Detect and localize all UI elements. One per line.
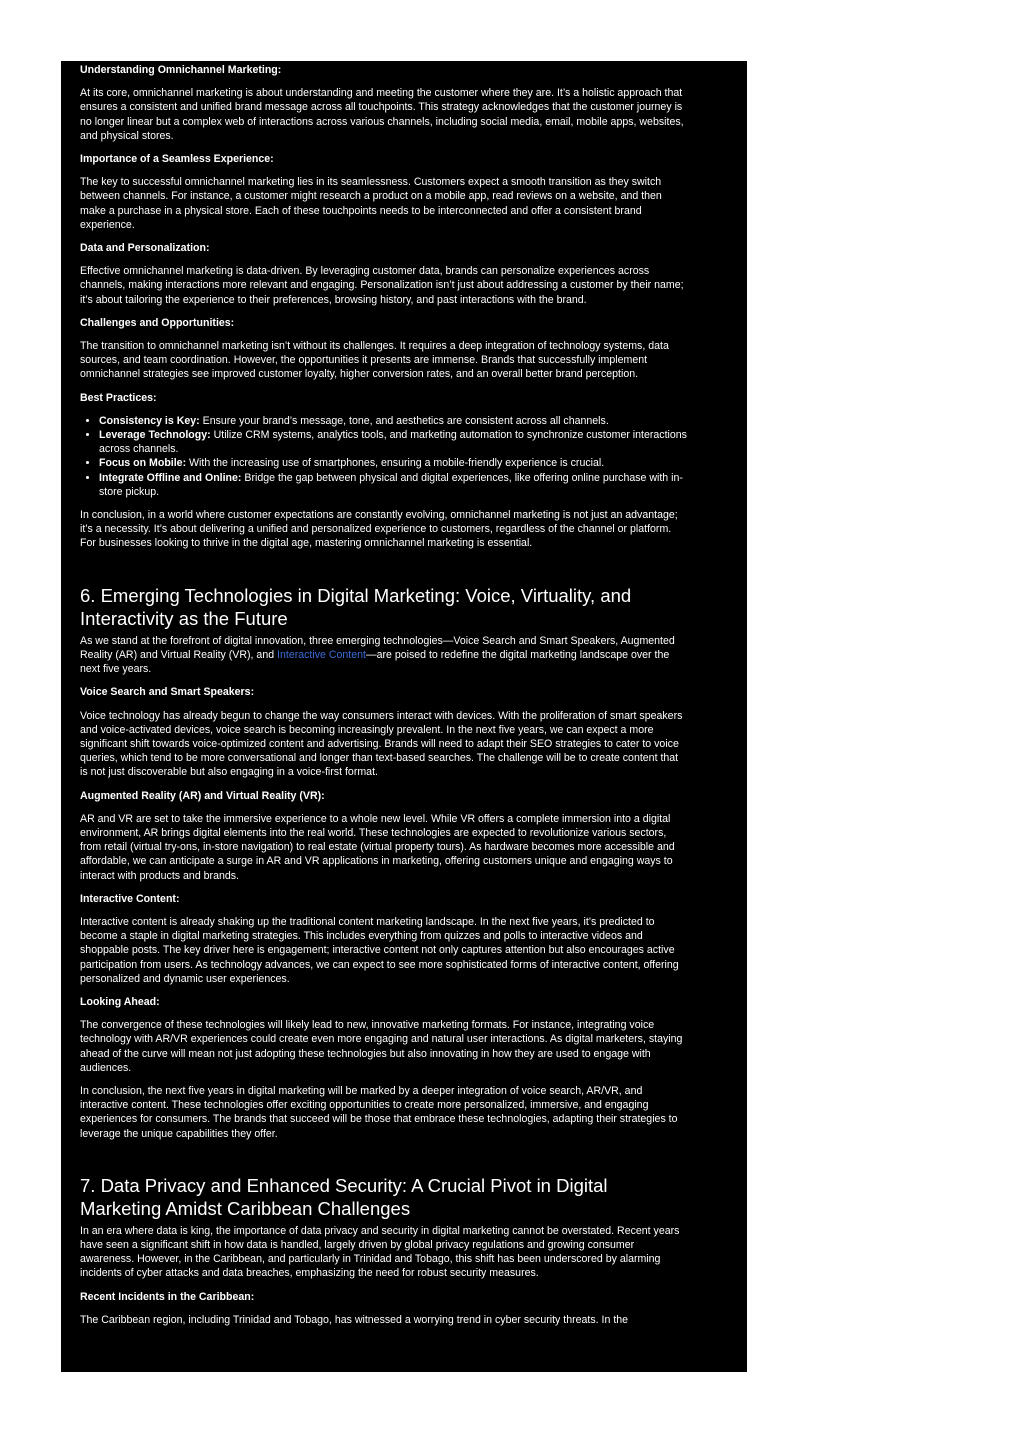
paragraph: Interactive content is already shaking up the traditional content marketing landscape. In the next five years, it’s predicted to become a staple in digital marketing strategies. This includes everything from quizzes and polls to interactive videos and shoppable posts. The key driver here is engagement; interactive content not only captures attention but also encourages active participation from users. As technology advances, we can expect to see more sophisticated forms of interactive content, offering personalized and dynamic user experiences. [80,915,679,985]
heading-understanding-omnichannel: Understanding Omnichannel Marketing: [80,64,282,76]
list-item-term: Integrate Offline and Online: [99,471,242,484]
list-item-text: With the increasing use of smartphones, ensuring a mobile-friendly experience is crucial. [186,457,605,470]
list-item [99,471,688,499]
intro-text: As we stand at the forefront of digital innovation, three emerging technologies—Voice Search and Smart Speakers, Augmented Reality (AR) and Virtual Reality (VR), and [80,634,675,661]
section-title-emerging-technologies: 6. Emerging Technologies in Digital Marketing: Voice, Virtuality, and Interactivity as the Future [80,584,632,630]
paragraph: AR and VR are set to take the immersive experience to a whole new level. While VR offers a complete immersion into a digital environment, AR brings digital elements into the real world. These technologies are expected to revolutionize various sectors, from retail (virtual try-ons, in-store navigation) to real estate (virtual property tours). As hardware becomes more accessible and affordable, we can anticipate a surge in AR and VR applications in marketing, offering customers unique and engaging ways to interact with products and brands. [80,812,675,882]
heading-best-practices: Best Practices: [80,391,157,404]
paragraph: At its core, omnichannel marketing is about understanding and meeting the customer where they are. It’s a holistic approach that ensures a consistent and unified brand message across all touchpoints. This strategy acknowledges that the customer journey is no longer linear but a complex web of interactions across various channels, including social media, email, mobile apps, websites, and physical stores. [80,87,684,142]
paragraph-intro: In an era where data is king, the importance of data privacy and security in digital marketing cannot be overstated. Recent years have seen a significant shift in how data is handled, largely driven by global privacy regulations and growing consumer awareness. However, in the Caribbean, and particularly in Trinidad and Tobago, this shift has been underscored by alarming incidents of cyber attacks and data breaches, emphasizing the need for robust security measures. [80,1224,680,1280]
paragraph: The Caribbean region, including Trinidad and Tobago, has witnessed a worrying trend in cyber security threats. In the [80,1313,629,1326]
list-item-term: Leverage Technology: [99,429,211,442]
paragraph: The convergence of these technologies will likely lead to new, innovative marketing formats. For instance, integrating voice technology with AR/VR experiences could create even more engaging and natural user interactions. As digital marketers, staying ahead of the curve will mean not just adopting these technologies but also innovating in how they are used to engage with audiences. [80,1019,683,1074]
heading-data-personalization: Data and Personalization: [80,242,210,255]
paragraph: The transition to omnichannel marketing isn’t without its challenges. It requires a deep integration of technology systems, data sources, and team coordination. However, the opportunities it presents are immense. Brands that successfully implement omnichannel strategies see improved customer loyalty, higher conversion rates, and an overall better brand perception. [80,340,669,381]
list-item-text: Bridge the gap between physical and digital experiences, like offering online purchase with in-store pickup. [99,471,683,498]
paragraph-conclusion: In conclusion, in a world where customer expectations are constantly evolving, omnichannel marketing is not just an advantage; it’s a necessity. It’s about delivering a unified and personalized experience to customers, regardless of the channel or platform. For businesses looking to thrive in the digital age, mastering omnichannel marketing is essential. [80,509,678,550]
heading-challenges-opportunities: Challenges and Opportunities: [80,316,235,329]
list-item [99,414,688,428]
list-item-text: Ensure your brand’s message, tone, and aesthetics are consistent across all channels. [199,414,609,427]
paragraph: The key to successful omnichannel marketing lies in its seamlessness. Customers expect a smooth transition as they switch between channels. For instance, a customer might research a product on a mobile app, read reviews on a website, and then make a purchase in a physical store. Each of these touchpoints needs to be interconnected and offer a consistent brand experience. [80,176,662,231]
heading-looking-ahead: Looking Ahead: [80,995,160,1008]
document-page [61,61,747,1372]
paragraph-conclusion: In conclusion, the next five years in digital marketing will be marked by a deeper integration of voice search, AR/VR, and interactive content. These technologies offer exciting opportunities to create more personalized, immersive, and engaging experiences for consumers. The brands that succeed will be those that embrace these technologies, adapting their strategies to leverage the unique capabilities they offer. [80,1084,678,1140]
list-item-text: Utilize CRM systems, analytics tools, and marketing automation to synchronize customer interactions across channels. [99,429,687,456]
best-practices-list [80,414,688,499]
interactive-content-link[interactable]: Interactive Content [277,648,366,661]
list-item-term: Focus on Mobile: [99,457,187,470]
intro-text: —are poised to redefine the digital marketing landscape over the next five years. [80,648,670,676]
heading-recent-incidents: Recent Incidents in the Caribbean: [80,1290,255,1303]
paragraph: Voice technology has already begun to change the way consumers interact with devices. With the proliferation of smart speakers and voice-activated devices, voice search is becoming increasingly prevalent. In the next five years, we can expect a more significant shift towards voice-optimized content and advertising. Brands will need to adapt their SEO strategies to cater to voice queries, which tend to be more conversational and longer than text-based searches. The challenge will be to create content that is not just discoverable but also engaging in a voice-first format. [80,709,683,779]
article-body [80,63,688,1336]
paragraph: Effective omnichannel marketing is data-driven. By leveraging customer data, brands can personalize experiences across channels, making interactions more relevant and engaging. Personalization isn’t just about addressing a customer by their name; it’s about tailoring the experience to their preferences, browsing history, and past interactions with the brand. [80,265,684,306]
heading-interactive-content: Interactive Content: [80,892,180,905]
heading-seamless-experience: Importance of a Seamless Experience: [80,153,274,166]
heading-voice-search: Voice Search and Smart Speakers: [80,686,255,699]
paragraph-intro [80,634,688,677]
list-item-term: Consistency is Key: [99,414,200,427]
list-item [99,456,688,470]
list-item [99,428,688,456]
section-title-data-privacy: 7. Data Privacy and Enhanced Security: A Crucial Pivot in Digital Marketing Amidst Caribbean Challenges [80,1174,608,1220]
heading-ar-vr: Augmented Reality (AR) and Virtual Reality (VR): [80,789,325,802]
